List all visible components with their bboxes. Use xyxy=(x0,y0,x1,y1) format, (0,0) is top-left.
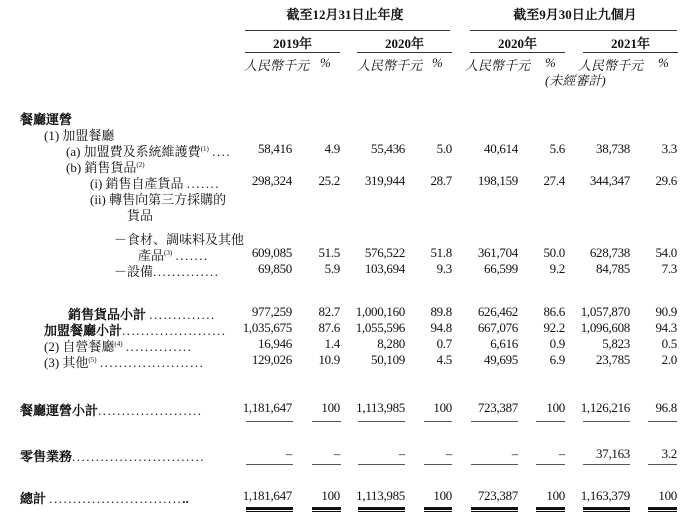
label-goods-text: (b) 銷售貨品 xyxy=(66,160,137,175)
cell-food-3: 51.8 xyxy=(430,245,452,260)
cell-other-7: 2.0 xyxy=(661,352,677,367)
label-ops-sub-text: 餐廳運營小計 xyxy=(20,403,99,418)
subtotal-underline xyxy=(246,421,293,422)
cell-franchise-sub-6: 1,096,608 xyxy=(580,320,630,335)
cell-goods-sub-2: 1,000,160 xyxy=(355,304,405,319)
leader-dots: .............. xyxy=(125,339,193,354)
unit-label: 人民幣千元 xyxy=(465,58,531,73)
subtotal-underline xyxy=(471,464,518,465)
cell-fee-0: 58,416 xyxy=(258,141,292,156)
cell-food-5: 50.0 xyxy=(543,245,565,260)
cell-self-5: 27.4 xyxy=(543,173,565,188)
cell-retail-5: – xyxy=(558,446,565,461)
cell-equip-5: 9.2 xyxy=(549,261,565,276)
subtotal-underline xyxy=(424,421,452,422)
cell-equip-7: 7.3 xyxy=(661,261,677,276)
cell-fee-6: 38,738 xyxy=(596,141,630,156)
cell-other-3: 4.5 xyxy=(436,352,452,367)
cell-self-op-0: 16,946 xyxy=(258,336,292,351)
cell-franchise-sub-2: 1,055,596 xyxy=(355,320,405,335)
header-rule xyxy=(470,30,677,31)
cell-franchise-sub-4: 667,076 xyxy=(477,320,518,335)
label-resale: (ii) 轉售向第三方採購的 xyxy=(90,192,227,207)
cell-goods-sub-4: 626,462 xyxy=(477,304,518,319)
footnote-ref: (1) xyxy=(200,145,209,153)
cell-self-op-1: 1.4 xyxy=(324,336,340,351)
label-equipment xyxy=(114,261,220,280)
total-double-underline xyxy=(246,507,293,512)
label-food2-text: 產品 xyxy=(138,248,165,263)
cell-other-4: 49,695 xyxy=(484,352,518,367)
cell-ops-sub-3: 100 xyxy=(433,400,452,415)
total-double-underline xyxy=(583,507,630,512)
cell-total-5: 100 xyxy=(546,488,565,503)
cell-self-6: 344,347 xyxy=(589,173,630,188)
leader-dots: .............. xyxy=(153,264,220,279)
subtotal-underline xyxy=(536,464,565,465)
cell-total-2: 1,113,985 xyxy=(356,488,405,503)
cell-equip-2: 103,694 xyxy=(364,261,405,276)
cell-total-0: 1,181,647 xyxy=(242,488,292,503)
section-restaurant-ops: 餐廳運營 xyxy=(20,112,73,127)
header-rule xyxy=(583,52,678,53)
cell-equip-4: 66,599 xyxy=(484,261,518,276)
cell-self-2: 319,944 xyxy=(364,173,405,188)
header-year-2019: 2019年 xyxy=(272,36,312,51)
cell-self-op-5: 0.9 xyxy=(549,336,565,351)
label-franchise: (1) 加盟餐廳 xyxy=(44,128,115,143)
label-fee-text: (a) 加盟費及系統維護費 xyxy=(66,144,201,159)
cell-food-0: 609,085 xyxy=(251,245,292,260)
unit-label: 人民幣千元 xyxy=(578,58,644,73)
header-year-2021-9m: 2021年 xyxy=(610,36,650,51)
cell-retail-3: – xyxy=(445,446,452,461)
subtotal-underline xyxy=(471,421,518,422)
label-other-text: (3) 其他 xyxy=(44,355,89,370)
subtotal-underline xyxy=(648,464,677,465)
leader-dots: .............. xyxy=(149,307,216,322)
cell-other-6: 23,785 xyxy=(596,352,630,367)
cell-ops-sub-6: 1,126,216 xyxy=(580,400,630,415)
subtotal-underline xyxy=(648,421,677,422)
cell-other-1: 10.9 xyxy=(318,352,340,367)
unit-label: 人民幣千元 xyxy=(244,58,310,73)
cell-ops-sub-1: 100 xyxy=(321,400,340,415)
cell-ops-sub-4: 723,387 xyxy=(477,400,518,415)
header-year-2020-9m: 2020年 xyxy=(497,36,537,51)
cell-total-7: 100 xyxy=(658,488,677,503)
unit-label: 人民幣千元 xyxy=(357,58,423,73)
cell-ops-sub-2: 1,113,985 xyxy=(356,400,405,415)
footnote-ref: (2) xyxy=(136,161,145,169)
total-double-underline xyxy=(358,507,405,512)
total-double-underline xyxy=(312,507,341,512)
pct-label: % xyxy=(545,55,556,70)
cell-retail-0: – xyxy=(285,446,292,461)
cell-goods-sub-0: 977,259 xyxy=(251,304,292,319)
header-rule xyxy=(357,52,452,53)
pct-label: % xyxy=(432,55,443,70)
leader-dots: ...................... xyxy=(99,355,205,370)
total-double-underline xyxy=(471,507,518,512)
cell-self-1: 25.2 xyxy=(318,173,340,188)
label-food: －食材、調味料及其他 xyxy=(114,232,245,247)
cell-franchise-sub-7: 94.3 xyxy=(655,320,677,335)
total-double-underline xyxy=(648,507,677,512)
label-ops-subtotal xyxy=(20,400,203,419)
label-franchise-sub-text: 加盟餐廳小計 xyxy=(44,323,123,338)
leader-dots: ....... xyxy=(175,248,209,263)
label-self-text: (i) 銷售自產貨品 xyxy=(90,176,184,191)
label-goods-sub-text: 銷售貨品小計 xyxy=(68,307,147,322)
cell-fee-5: 5.6 xyxy=(549,141,565,156)
cell-food-6: 628,738 xyxy=(589,245,630,260)
cell-equip-0: 69,850 xyxy=(258,261,292,276)
label-equip-text: －設備 xyxy=(114,264,154,279)
cell-other-2: 50,109 xyxy=(371,352,405,367)
cell-food-2: 576,522 xyxy=(364,245,405,260)
header-year-2020: 2020年 xyxy=(384,36,424,51)
total-double-underline xyxy=(424,507,452,512)
cell-fee-4: 40,614 xyxy=(484,141,518,156)
subtotal-underline xyxy=(358,421,405,422)
cell-self-op-2: 8,280 xyxy=(377,336,405,351)
subtotal-underline xyxy=(583,464,630,465)
cell-other-0: 129,026 xyxy=(251,352,292,367)
cell-food-4: 361,704 xyxy=(477,245,518,260)
footnote-ref: (5) xyxy=(88,356,97,364)
cell-goods-sub-3: 89.8 xyxy=(430,304,452,319)
pct-label: % xyxy=(658,55,669,70)
cell-total-6: 1,163,379 xyxy=(580,488,630,503)
unaudited-note: (未經審計) xyxy=(545,73,606,88)
footnote-ref: (3) xyxy=(164,249,173,257)
leader-dots: ....... xyxy=(186,176,221,191)
leader-dots: ...................... xyxy=(98,403,203,418)
cell-total-4: 723,387 xyxy=(477,488,518,503)
cell-total-3: 100 xyxy=(433,488,452,503)
cell-franchise-sub-0: 1,035,675 xyxy=(242,320,292,335)
header-rule xyxy=(245,30,450,31)
cell-self-4: 198,159 xyxy=(477,173,518,188)
cell-goods-sub-7: 90.9 xyxy=(655,304,677,319)
cell-equip-6: 84,785 xyxy=(596,261,630,276)
header-rule xyxy=(470,52,565,53)
leader-dots: ...................... xyxy=(122,323,227,338)
header-group-fiscal-year: 截至12月31日止年度 xyxy=(286,7,404,22)
subtotal-underline xyxy=(536,421,565,422)
cell-fee-7: 3.3 xyxy=(661,141,677,156)
cell-total-1: 100 xyxy=(321,488,340,503)
cell-self-op-4: 6,616 xyxy=(490,336,518,351)
cell-food-7: 54.0 xyxy=(655,245,677,260)
cell-retail-6: 37,163 xyxy=(596,446,630,461)
cell-ops-sub-7: 96.8 xyxy=(655,400,677,415)
pct-label: % xyxy=(320,55,331,70)
cell-ops-sub-5: 100 xyxy=(546,400,565,415)
cell-ops-sub-0: 1,181,647 xyxy=(242,400,292,415)
cell-food-1: 51.5 xyxy=(318,245,340,260)
footnote-ref: (4) xyxy=(114,340,123,348)
label-other xyxy=(44,352,204,371)
cell-retail-2: – xyxy=(398,446,405,461)
cell-franchise-sub-1: 87.6 xyxy=(318,320,340,335)
subtotal-underline xyxy=(583,421,630,422)
leader-dots: ............................ xyxy=(72,449,206,464)
cell-goods-sub-6: 1,057,870 xyxy=(580,304,630,319)
subtotal-underline xyxy=(312,421,341,422)
label-self-op-text: (2) 自營餐廳 xyxy=(44,339,115,354)
cell-self-op-7: 0.5 xyxy=(661,336,677,351)
cell-other-5: 6.9 xyxy=(549,352,565,367)
cell-franchise-sub-5: 92.2 xyxy=(543,320,565,335)
subtotal-underline xyxy=(424,464,452,465)
cell-self-3: 28.7 xyxy=(430,173,452,188)
cell-retail-4: – xyxy=(511,446,518,461)
header-group-nine-months: 截至9月30日止九個月 xyxy=(513,7,637,22)
label-total-text: 總計 xyxy=(20,491,47,506)
cell-equip-3: 9.3 xyxy=(436,261,452,276)
leader-dots: .... xyxy=(212,144,232,159)
total-double-underline xyxy=(536,507,565,512)
label-resale-2: 貨品 xyxy=(127,208,154,223)
cell-retail-1: – xyxy=(333,446,340,461)
cell-goods-sub-5: 86.6 xyxy=(543,304,565,319)
header-rule xyxy=(245,52,340,53)
cell-fee-1: 4.9 xyxy=(324,141,340,156)
leader-dots: ............................ xyxy=(49,491,183,506)
cell-goods-sub-1: 82.7 xyxy=(318,304,340,319)
subtotal-underline xyxy=(246,464,293,465)
subtotal-underline xyxy=(358,464,405,465)
cell-self-0: 298,324 xyxy=(251,173,292,188)
cell-equip-1: 5.9 xyxy=(324,261,340,276)
cell-fee-2: 55,436 xyxy=(371,141,405,156)
cell-self-op-3: 0.7 xyxy=(436,336,452,351)
cell-franchise-sub-3: 94.8 xyxy=(430,320,452,335)
cell-retail-7: 3.2 xyxy=(661,446,677,461)
label-total: 總計 .............................. xyxy=(20,491,189,506)
cell-self-7: 29.6 xyxy=(655,173,677,188)
cell-fee-3: 5.0 xyxy=(436,141,452,156)
cell-self-op-6: 5,823 xyxy=(602,336,630,351)
subtotal-underline xyxy=(312,464,341,465)
label-retail-text: 零售業務 xyxy=(20,449,73,464)
label-retail xyxy=(20,446,205,465)
